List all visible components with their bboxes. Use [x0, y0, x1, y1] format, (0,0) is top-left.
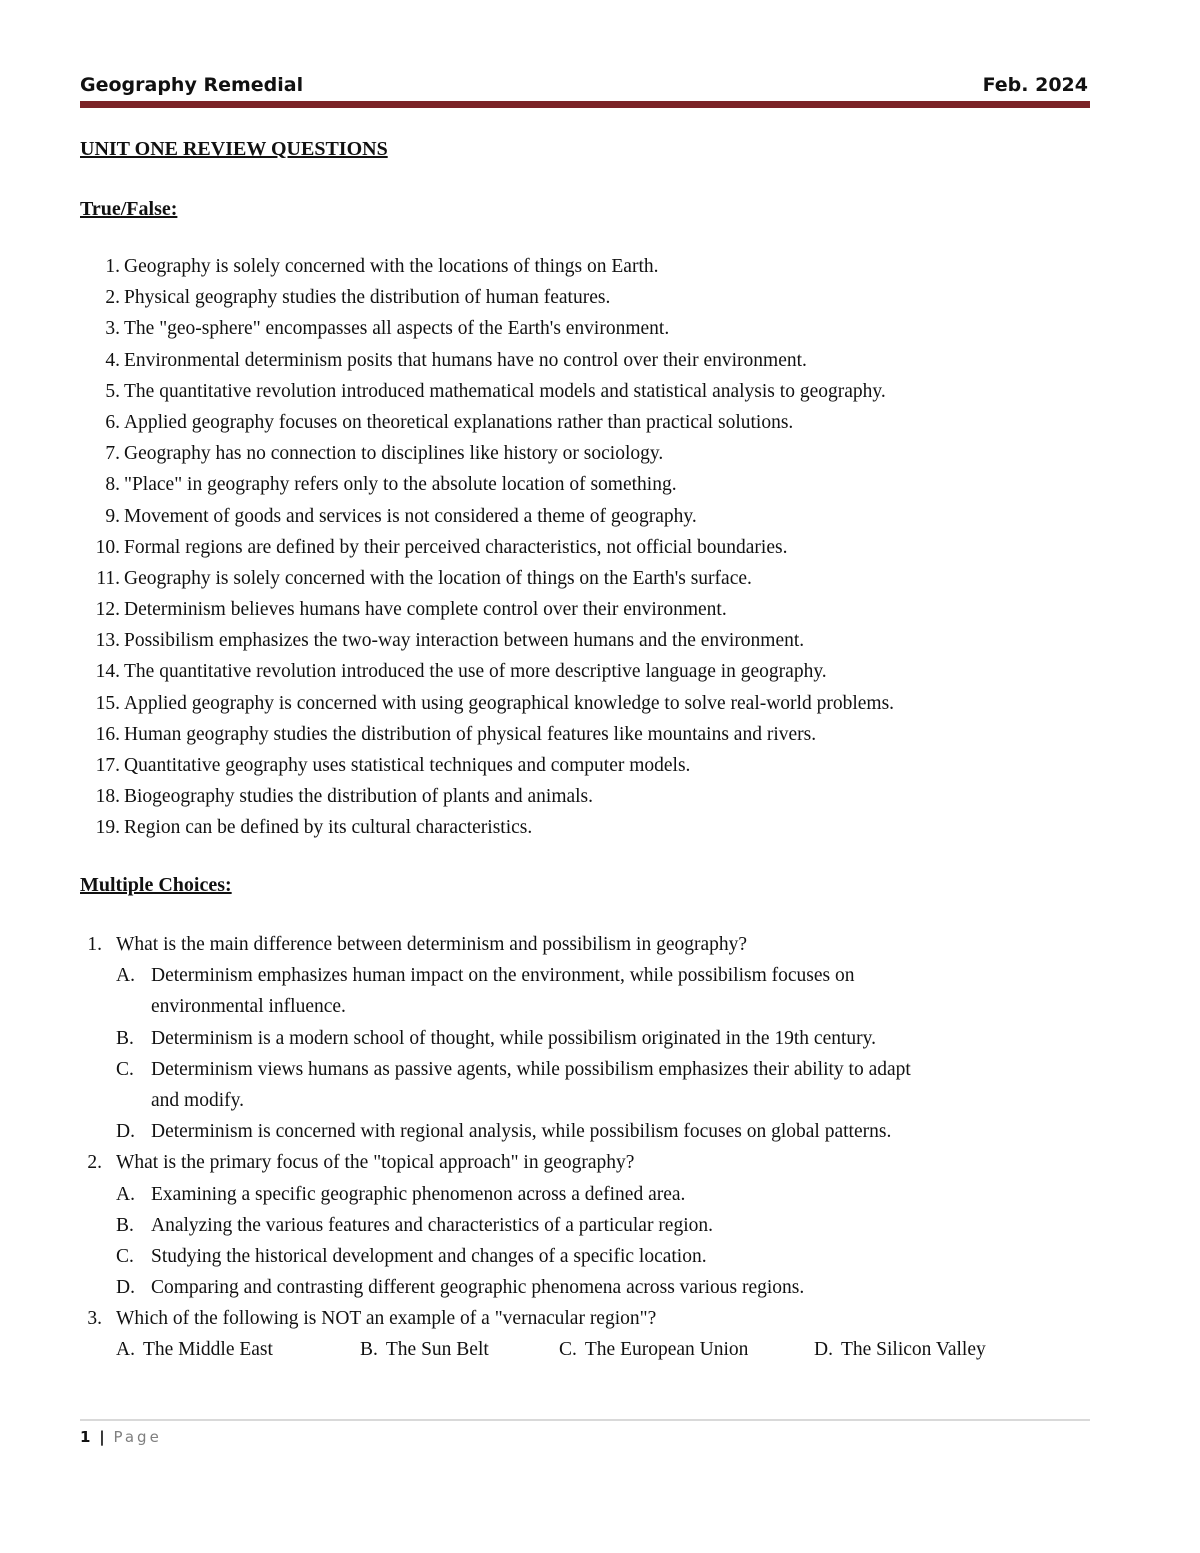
unit-heading: UNIT ONE REVIEW QUESTIONS	[80, 138, 388, 160]
question-number: 5.	[105, 380, 120, 402]
tf-question	[80, 472, 1100, 503]
option-text: Comparing and contrasting different geographic phenomena across various regions.	[151, 1277, 805, 1299]
option-letter: C.	[116, 1245, 134, 1267]
question-number: 15.	[95, 692, 120, 714]
mc-question	[80, 1306, 1090, 1337]
question-text: Which of the following is NOT an example of a "vernacular region"?	[116, 1308, 657, 1330]
option-letter: B.	[116, 1027, 134, 1049]
option-letter: C.	[559, 1339, 577, 1361]
question-number: 17.	[95, 755, 120, 776]
tf-question	[80, 659, 1100, 690]
tf-question	[80, 535, 1100, 566]
answer-option	[80, 1244, 1090, 1275]
question-number: 14.	[95, 661, 120, 683]
tf-question	[80, 753, 1100, 784]
answer-option	[80, 1213, 1090, 1244]
question-text: Possibilism emphasizes the two-way interaction between humans and the environment.	[124, 630, 805, 652]
option-text: Determinism emphasizes human impact on the environment, while possibilism focuses on	[151, 965, 855, 987]
question-text: Formal regions are defined by their perceived characteristics, not official boundaries.	[124, 536, 788, 558]
question-number: 10.	[95, 536, 120, 558]
question-number: 2.	[87, 1152, 102, 1174]
answer-option	[80, 1057, 1090, 1088]
mc-question	[80, 1150, 1090, 1181]
option-text: The Sun Belt	[385, 1339, 489, 1361]
option-letter: D.	[814, 1339, 833, 1361]
footer-separator: |	[99, 1428, 105, 1446]
true-false-list	[80, 254, 1100, 847]
tf-question	[80, 504, 1100, 535]
tf-question	[80, 441, 1100, 472]
answer-option	[80, 963, 1090, 994]
tf-question	[80, 597, 1100, 628]
option-text-continued: and modify.	[151, 1089, 244, 1111]
question-number: 9.	[105, 505, 120, 527]
multiple-choice-heading: Multiple Choices:	[80, 874, 232, 896]
question-number: 6.	[105, 411, 120, 433]
multiple-choice-list	[80, 932, 1090, 1369]
option-text: Determinism is concerned with regional analysis, while possibilism focuses on global patterns.	[151, 1121, 892, 1143]
answer-option-continuation	[80, 994, 1090, 1025]
tf-question	[80, 316, 1100, 347]
option-text: The Middle East	[142, 1339, 273, 1361]
answer-option	[814, 1337, 986, 1363]
header-date: Feb. 2024	[982, 74, 1088, 96]
question-text: Quantitative geography uses statistical techniques and computer models.	[124, 755, 691, 776]
question-number: 19.	[95, 817, 120, 839]
page-label: Page	[113, 1428, 162, 1446]
question-text: "Place" in geography refers only to the absolute location of something.	[124, 474, 677, 496]
answer-option	[80, 1275, 1090, 1306]
tf-question	[80, 379, 1100, 410]
option-text: The Silicon Valley	[840, 1339, 986, 1361]
tf-question	[80, 628, 1100, 659]
tf-question	[80, 285, 1100, 316]
option-text: Determinism views humans as passive agents, while possibilism emphasizes their ability to adapt	[151, 1058, 911, 1080]
tf-question	[80, 566, 1100, 597]
tf-question	[80, 784, 1100, 815]
question-number: 18.	[95, 786, 120, 808]
question-text: What is the primary focus of the "topical approach" in geography?	[116, 1152, 635, 1174]
question-number: 1.	[87, 934, 102, 955]
question-number: 16.	[95, 723, 120, 745]
option-letter: B.	[360, 1339, 378, 1361]
answer-option-continuation	[80, 1088, 1090, 1119]
question-text: The quantitative revolution introduced mathematical models and statistical analysis to geography.	[124, 380, 886, 402]
answer-option	[116, 1337, 273, 1363]
tf-question	[80, 815, 1100, 846]
question-number: 7.	[105, 443, 120, 465]
page-number: 1	[80, 1428, 91, 1446]
true-false-heading: True/False:	[80, 198, 178, 220]
option-text: Studying the historical development and changes of a specific location.	[151, 1245, 707, 1267]
option-text: Determinism is a modern school of thought, while possibilism originated in the 19th century.	[151, 1027, 877, 1049]
option-letter: D.	[116, 1277, 135, 1299]
question-number: 12.	[95, 599, 120, 621]
answer-options-row	[80, 1337, 1090, 1368]
footer-divider	[80, 1419, 1090, 1421]
option-text-continued: environmental influence.	[151, 996, 346, 1018]
mc-question	[80, 932, 1090, 963]
question-number: 8.	[105, 474, 120, 496]
question-text: Biogeography studies the distribution of plants and animals.	[124, 786, 594, 808]
option-text: The European Union	[584, 1339, 749, 1361]
option-letter: B.	[116, 1214, 134, 1236]
option-letter: D.	[116, 1121, 135, 1143]
question-text: Movement of goods and services is not considered a theme of geography.	[124, 505, 697, 527]
question-text: Physical geography studies the distribution of human features.	[124, 287, 611, 309]
question-text: Determinism believes humans have complete control over their environment.	[124, 599, 727, 621]
option-text: Examining a specific geographic phenomenon across a defined area.	[151, 1183, 686, 1205]
tf-question	[80, 410, 1100, 441]
question-text: Geography has no connection to disciplines like history or sociology.	[124, 443, 664, 465]
question-text: Geography is solely concerned with the locations of things on Earth.	[124, 256, 659, 277]
option-letter: A.	[116, 1183, 135, 1205]
page-footer	[80, 1428, 162, 1446]
question-text: What is the main difference between determinism and possibilism in geography?	[116, 934, 748, 955]
answer-option	[80, 1119, 1090, 1150]
question-number: 3.	[87, 1308, 102, 1330]
question-number: 4.	[105, 349, 120, 371]
question-text: Applied geography focuses on theoretical explanations rather than practical solutions.	[124, 411, 794, 433]
answer-option	[80, 1182, 1090, 1213]
question-text: Environmental determinism posits that humans have no control over their environment.	[124, 349, 807, 371]
page-header	[80, 74, 1088, 98]
tf-question	[80, 254, 1100, 285]
question-text: Region can be defined by its cultural characteristics.	[124, 817, 533, 839]
option-text: Analyzing the various features and characteristics of a particular region.	[151, 1214, 714, 1236]
answer-option	[559, 1337, 748, 1363]
question-number: 2.	[105, 287, 120, 309]
answer-option	[360, 1337, 489, 1363]
tf-question	[80, 691, 1100, 722]
question-text: Applied geography is concerned with using geographical knowledge to solve real-world problems.	[124, 692, 895, 714]
tf-question	[80, 722, 1100, 753]
question-number: 3.	[105, 318, 120, 340]
question-text: The "geo-sphere" encompasses all aspects of the Earth's environment.	[124, 318, 670, 340]
option-letter: C.	[116, 1058, 134, 1080]
option-letter: A.	[116, 965, 135, 987]
question-text: Human geography studies the distribution of physical features like mountains and rivers.	[124, 723, 817, 745]
question-number: 13.	[95, 630, 120, 652]
question-number: 1.	[105, 256, 120, 277]
header-title: Geography Remedial	[80, 74, 304, 96]
question-text: The quantitative revolution introduced the use of more descriptive language in geography.	[124, 661, 827, 683]
option-letter: A.	[116, 1339, 135, 1361]
question-text: Geography is solely concerned with the location of things on the Earth's surface.	[124, 567, 752, 589]
header-divider	[80, 101, 1090, 108]
question-number: 11.	[96, 567, 120, 589]
tf-question	[80, 348, 1100, 379]
answer-option	[80, 1026, 1090, 1057]
